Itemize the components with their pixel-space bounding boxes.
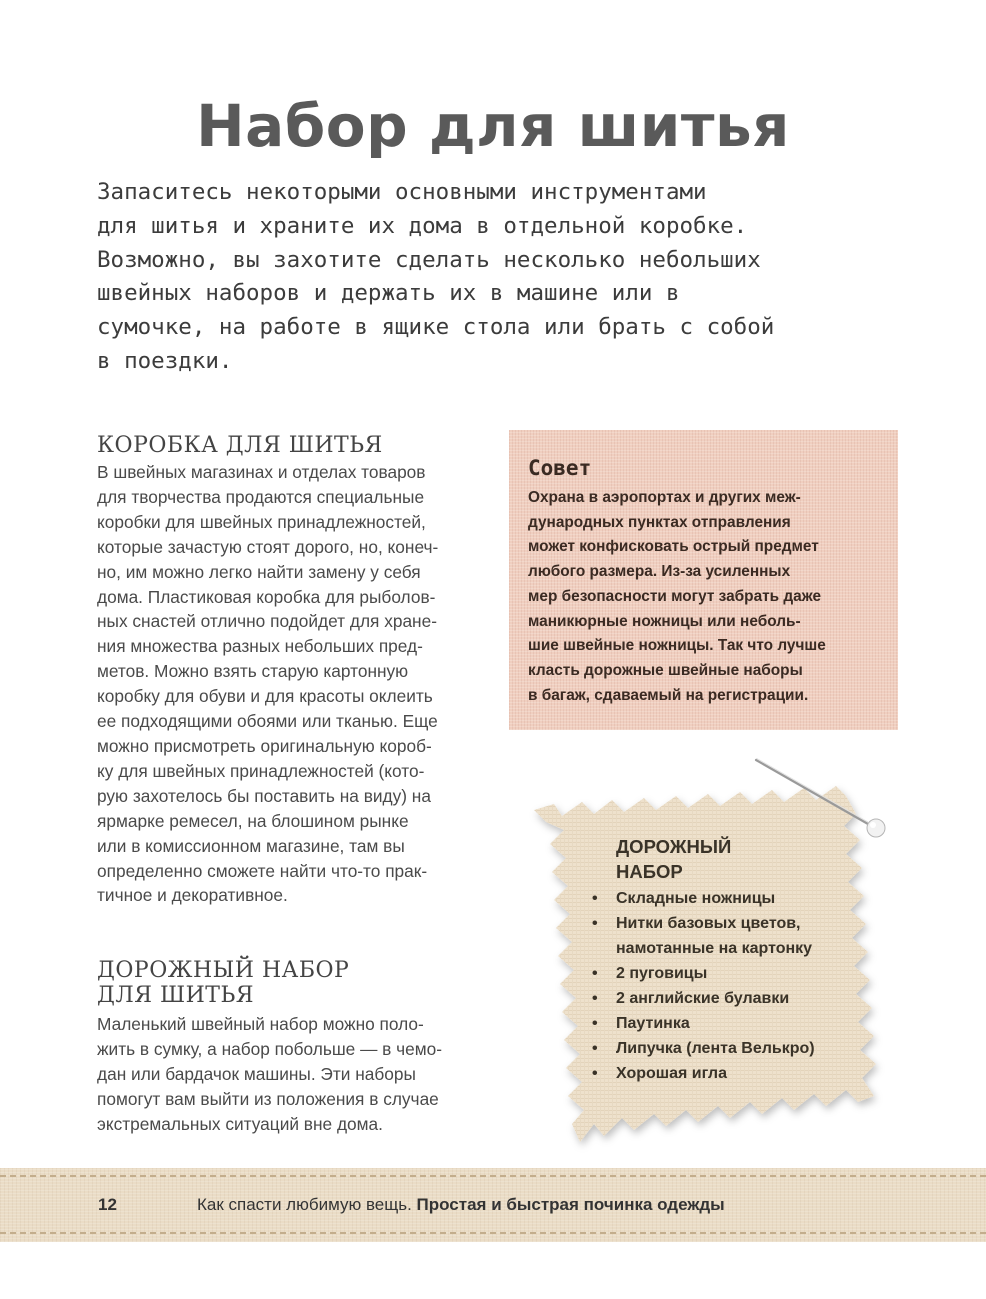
kit-heading-line: ДОРОЖНЫЙ xyxy=(616,836,732,857)
kit-heading xyxy=(616,834,731,884)
page-title: Набор для шитья xyxy=(196,92,790,160)
page-number: 12 xyxy=(98,1195,117,1214)
kit-item-text: • Липучка (лента Велькро) xyxy=(616,1040,815,1057)
body-line: ных снастей отлично подойдет для хране- xyxy=(97,611,437,632)
kit-item-text: • Нитки базовых цветов, xyxy=(616,915,801,932)
tip-line: любого размера. Из-за усиленных xyxy=(528,563,791,581)
book-title-bold: Простая и быстрая починка одежды xyxy=(416,1195,725,1214)
book-title-regular: Как спасти любимую вещь. xyxy=(197,1195,412,1214)
section-body-travel xyxy=(97,1012,442,1137)
body-line: можно присмотреть оригинальную короб- xyxy=(97,735,432,756)
page-footer xyxy=(0,1168,986,1242)
body-line: помогут вам выйти из положения в случае xyxy=(97,1088,439,1109)
kit-heading-line: НАБОР xyxy=(616,861,683,882)
body-line: Маленький швейный набор можно поло- xyxy=(97,1014,424,1034)
body-line: которые зачастую стоят дорого, но, конеч- xyxy=(97,536,439,557)
body-line: дан или бардачок машины. Эти наборы xyxy=(97,1063,416,1084)
intro-paragraph xyxy=(97,176,897,379)
book-title xyxy=(197,1195,725,1215)
kit-item-text: • Паутинка xyxy=(616,1015,690,1032)
kit-item xyxy=(590,1011,815,1036)
body-line: для творчества продаются специальные xyxy=(97,486,425,507)
tip-text xyxy=(528,486,826,708)
intro-line: Возможно, вы захотите сделать несколько небольших xyxy=(97,246,761,273)
tip-line: в багаж, сдаваемый на регистрации. xyxy=(528,686,809,704)
body-line: коробки для швейных принадлежностей, xyxy=(97,511,426,532)
section-heading-box xyxy=(97,433,383,458)
intro-line: для шитья и храните их дома в отдельной коробке. xyxy=(97,212,748,239)
stitch-line xyxy=(0,1232,986,1234)
stitch-line xyxy=(0,1175,986,1177)
kit-item xyxy=(590,1036,815,1061)
kit-item-text: • Хорошая игла xyxy=(616,1065,727,1082)
intro-line: в поездки. xyxy=(97,347,233,374)
body-line: ку для швейных принадлежностей (кото- xyxy=(97,760,425,781)
kit-item xyxy=(590,986,815,1011)
kit-item xyxy=(590,961,815,986)
body-line: ее подходящими обоями или тканью. Еще xyxy=(97,711,438,732)
body-line: экстремальных ситуаций вне дома. xyxy=(97,1113,383,1134)
body-line: ярмарке ремесел, на блошином рынке xyxy=(97,810,409,831)
tip-box xyxy=(509,430,898,730)
section-heading-travel xyxy=(97,958,349,1008)
body-line: тичное и декоративное. xyxy=(97,885,288,906)
tip-line: мер безопасности могут забрать даже xyxy=(528,587,822,605)
kit-list xyxy=(590,886,815,1086)
section-heading-line: ДОРОЖНЫЙ НАБОР xyxy=(97,958,350,983)
kit-item-text: • 2 английские булавки xyxy=(616,990,790,1007)
body-line: или в комиссионном магазине, там вы xyxy=(97,835,405,856)
tip-line: класть дорожные швейные наборы xyxy=(528,661,803,679)
tip-line: дународных пунктах отправления xyxy=(528,513,791,531)
body-line: коробку для обуви и для красоты оклеить xyxy=(97,686,433,707)
kit-item-text: намотанные на картонку xyxy=(616,940,813,957)
body-line: жить в сумку, а набор побольше — в чемо- xyxy=(97,1038,443,1059)
kit-item-text: • 2 пуговицы xyxy=(616,965,708,982)
body-line: но, им можно легко найти замену у себя xyxy=(97,561,421,582)
tip-line: маникюрные ножницы или неболь- xyxy=(528,612,801,630)
body-line: В швейных магазинах и отделах товаров xyxy=(97,462,426,482)
tip-title: Совет xyxy=(528,456,592,480)
body-line: определенно сможете найти что-то прак- xyxy=(97,860,428,881)
section-body-box xyxy=(97,460,438,908)
body-line: дома. Пластиковая коробка для рыболов- xyxy=(97,586,436,607)
body-line: ния множества разных небольших пред- xyxy=(97,636,423,657)
intro-line: швейных наборов и держать их в машине или в xyxy=(97,280,680,307)
intro-line: Запаситесь некоторыми основными инструментами xyxy=(97,179,707,205)
body-line: метов. Можно взять старую картонную xyxy=(97,661,409,682)
tip-line: может конфисковать острый предмет xyxy=(528,538,819,556)
tip-line: шие швейные ножницы. Так что лучше xyxy=(528,637,826,655)
kit-item xyxy=(590,886,815,911)
section-heading-line: ДЛЯ ШИТЬЯ xyxy=(97,983,255,1008)
intro-line: сумочке, на работе в ящике стола или брать с собой xyxy=(97,314,775,341)
body-line: рую захотелось бы поставить на виду) на xyxy=(97,785,431,806)
tip-line: Охрана в аэропортах и других меж- xyxy=(528,489,801,506)
section-heading-text: КОРОБКА ДЛЯ ШИТЬЯ xyxy=(97,433,383,458)
kit-item xyxy=(590,911,815,961)
kit-item xyxy=(590,1061,815,1086)
kit-item-text: • Складные ножницы xyxy=(616,890,776,907)
